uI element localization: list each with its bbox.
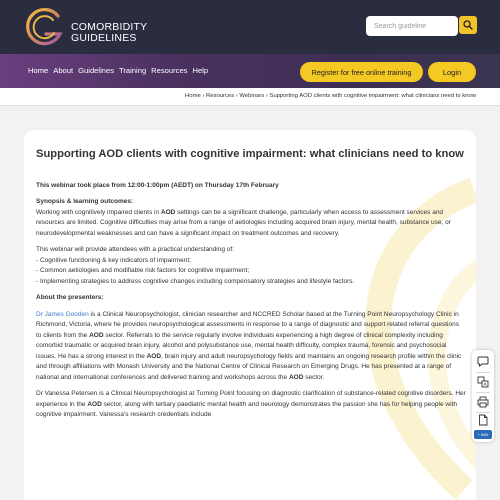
chat-icon[interactable]	[477, 355, 489, 367]
nav-about[interactable]: About	[53, 66, 74, 75]
accessibility-toolbar	[472, 350, 494, 442]
synopsis-section: Synopsis & learning outcomes: Working with cognitively impaired clients in AOD settings can be a significant challenge, particularly when access to assessment services and resources are limited. Cognitive difficulties may arise from a range of aetiologies including acquired brain injury, mental health, substance use, or neurodevelopmental weaknesses and can have a significant impact on treatment outcomes and recovery.	[36, 197, 466, 239]
nav-guidelines[interactable]: Guidelines	[78, 66, 115, 75]
list-item: - Implementing strategies to address cognitive changes including compensatory strategies and lifestyle factors.	[36, 277, 355, 285]
logo-icon[interactable]	[24, 6, 64, 50]
imd-badge[interactable]: + IMD	[474, 430, 492, 439]
login-button[interactable]: Login	[428, 62, 476, 82]
divider	[476, 392, 490, 393]
nav-home[interactable]: Home	[28, 66, 49, 75]
presenters-heading: About the presenters:	[36, 294, 104, 301]
translate-icon[interactable]	[477, 376, 489, 388]
svg-text:A: A	[483, 383, 487, 388]
page-title: Supporting AOD clients with cognitive impairment: what clinicians need to know	[36, 148, 464, 160]
presenter-bio-2: Dr Vanessa Petersen is a Clinical Neuropsychologist at Turning Point focusing on diagnostic clarification of substance-related cognitive disorders. Her experience in the AOD sector, along with tertiary paediatric mental health and neurology demonstrates the passion she has for helping people with cognitive impairment. Vanessa's research credentials include	[36, 390, 466, 418]
brand-name: COMORBIDITY GUIDELINES	[71, 21, 148, 44]
divider	[476, 412, 490, 413]
synopsis-heading: Synopsis & learning outcomes:	[36, 198, 134, 205]
search-input[interactable]	[366, 16, 458, 36]
pdf-icon[interactable]	[477, 414, 489, 426]
main-nav	[0, 54, 500, 88]
register-button[interactable]: Register for free online training	[300, 62, 423, 82]
breadcrumb: Home › Resources › Webinars › Supporting AOD clients with cognitive impairment: what clinicians need to know	[185, 93, 476, 99]
presenter-bio-1: Dr James Gooden is a Clinical Neuropsychologist, clinician researcher and NCCRED Scholar based at the Turning Point Neuropsychology Clinic in Richmond, Victoria, where he provides neuropsychological assessments in response to a range of diagnostic and support related referral questions to clients from the AOD sector. Referrals to the service regularly involve individuals experiencing a high degree of clinical complexity including comorbid traumatic or acquired brain injury, alcohol and polysubstance use, mental health difficulty, complex trauma, forensic and psychosocial issues. He has a strong interest in the AOD, brain injury and adult neuropsychology fields and maintains an ongoing research profile within the clinic and through affiliations with Monash University and the National Centre of Clinical Research on Emerging Drugs. He has presented at a range of national and international conferences and delivered training and workshops across the AOD sector.	[36, 310, 462, 381]
list-item: - Common aetiologies and modifiable risk factors for cognitive impairment;	[36, 267, 250, 274]
top-header	[0, 0, 500, 54]
search-button[interactable]	[459, 16, 477, 34]
nav-help[interactable]: Help	[192, 66, 209, 75]
outcomes-section	[36, 245, 466, 287]
divider	[476, 372, 490, 373]
outcomes-intro: This webinar will provide attendees with a practical understanding of:	[36, 246, 234, 253]
nav-resources[interactable]: Resources	[151, 66, 188, 75]
breadcrumb-bar	[0, 88, 500, 106]
list-item: - Cognitive functioning & key indicators of impairment;	[36, 256, 191, 264]
nav-training[interactable]: Training	[119, 66, 147, 75]
print-icon[interactable]	[477, 396, 489, 408]
webinar-date: This webinar took place from 12:00-1:00pm (AEDT) on Thursday 17th February	[36, 181, 279, 189]
search-icon	[463, 20, 473, 30]
content-card	[24, 130, 476, 500]
presenter-link[interactable]: Dr James Gooden	[36, 310, 89, 318]
